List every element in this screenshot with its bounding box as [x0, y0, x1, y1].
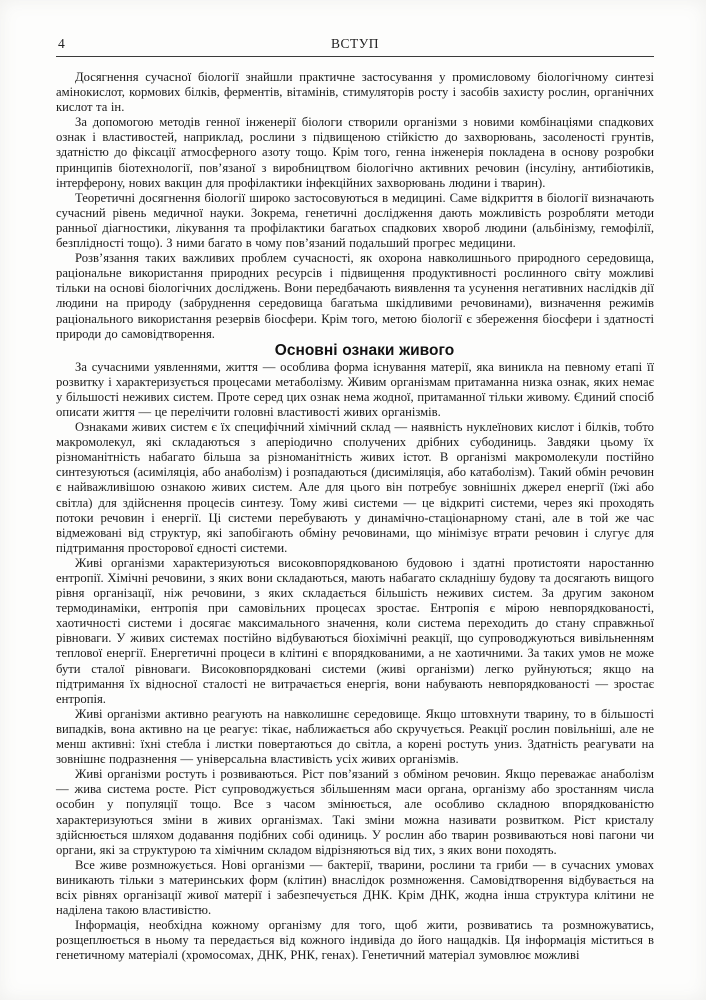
running-head — [56, 36, 654, 57]
paragraph: Все живе розмножується. Нові організми — бактерії, тварини, рослини та гриби — в сучасних умовах виникають тільки з материнських форм (клітин) внаслідок розмноження. Самовідтворення відбувається на всіх рівнях організації живої матерії і забезпечується ДНК. Крім ДНК, жодна інша структура клітини не наділена такою властивістю. — [56, 857, 654, 918]
running-title: ВСТУП — [330, 36, 380, 51]
paragraph: Ознаками живих систем є їх специфічний хімічний склад — наявність нуклеїнових кислот і білків, тобто макромолекул, які складаються з аперіодично сполучених дрібних субодиниць. Завдяки цьому їх різноманітність набагато більша за різноманітність живих істот. В організмі макромолекули постійно синтезуються (асиміляція, або анаболізм) і розпадаються (дисиміляція, або катаболізм). Такий обмін речовин є найважливішою ознакою живих систем. Але для цього він потребує зовнішніх джерел енергії (їжі або світла) для здійснення процесів синтезу. Тому живі системи — це відкриті системи, через які проходять потоки речовин і енергії. Ці системи перебувають у динамічно-стаціонарному стані, але в той же час відмежовані від структур, які запобігають обміну речовинами, що мінімізує втрати речовин і слугує для підтримання просторової єдності системи. — [56, 420, 654, 555]
section-heading: Основні ознаки живого — [274, 341, 455, 359]
paragraph: За допомогою методів генної інженерії біологи створили організми з новими комбінаціями спадкових ознак і властивостей, наприклад, рослини з підвищеною стійкістю до захворювань, засоленості грунтів, здатністю до фіксації атмосферного азоту тощо. Крім того, генна інженерія покладена в основу розробки принципів біотехнології, пов’язаної з виробництвом біологічно активних речовин (інсуліну, антибіотиків, інтерферону, нових вакцин для профілактики інфекційних захворювань людини і тварин). — [56, 115, 654, 190]
paragraph: Живі організми характеризуються високовпорядкованою будовою і здатні протистояти наростанню ентропії. Хімічні речовини, з яких вони складаються, мають набагато складнішу будову та досягають вищого рівня організації, ніж речовини, з яких складається більшість неживих систем. За другим законом термодинаміки, ентропія при самовільних процесах зростає. Ентропія є мірою невпорядкованості, хаотичності системи і досягає максимального значення, коли система переходить до стану справжньої рівноваги. У живих системах постійно відбуваються біохімічні реакції, що супроводжуються вивільненням теплової енергії. Енергетичні процеси в клітині є впорядкованими, а не хаотичними. За таких умов не може бути сталої рівноваги. Високовпорядковані системи (живі організми) легко руйнуються; якщо на підтримання їх відносної сталості не витрачається енергія, вони набувають невпорядкованості — зростає ентропія. — [56, 555, 654, 706]
page-body — [56, 70, 654, 963]
paragraph: Живі організми ростуть і розвиваються. Ріст пов’язаний з обміном речовин. Якщо переважає анаболізм — жива система росте. Ріст супроводжується збільшенням маси органа, організму або зростанням числа особин у популяції тощо. Все з часом змінюється, але особливо складною впорядкованістю характеризуються зміни в живих організмах. Такі зміни можна називати розвитком. Ріст кристалу здійснюється шляхом додавання подібних собі одиниць. У рослин або тварин розвиваються нові пагони чи органи, які за структурою та хімічним складом відрізняються від тих, з яких вони походять. — [56, 767, 654, 857]
paragraph: Живі організми активно реагують на навколишнє середовище. Якщо штовхнути тварину, то в більшості випадків, вона активно на це реагує: тікає, наближається або скручується. Реакції рослин повільніші, але не менш активні: їхні стебла і листки повертаються до світла, а корені ростуть униз. Здатність реагувати на зовнішнє подразнення — універсальна властивість усіх живих організмів. — [56, 706, 654, 767]
paragraph: Досягнення сучасної біології знайшли практичне застосування у промисловому біологічному синтезі амінокислот, кормових білків, ферментів, вітамінів, стимуляторів росту і засобів захисту рослин, органічних кислот та ін. — [56, 70, 654, 115]
paragraph: Інформація, необхідна кожному організму для того, щоб жити, розвиватись та розмножуватись, розщеплюється в ньому та передається від кожного індивіда до його нащадків. Ця інформація міститься в генетичному матеріалі (хромосомах, ДНК, РНК, генах). Генетичний матеріал зумовлює можливі — [56, 918, 654, 963]
paragraph: Теоретичні досягнення біології широко застосовуються в медицині. Саме відкриття в біології визначають сучасний рівень медичної науки. Зокрема, генетичні дослідження дають можливість розробляти методи ранньої діагностики, лікування та профілактики багатьох спадкових хвороб людини (альбінізму, гемофілії, безплідності тощо). З ними багато в чому пов’язаний подальший прогрес медицини. — [56, 190, 654, 251]
paragraph: За сучасними уявленнями, життя — особлива форма існування матерії, яка виникла на певному етапі її розвитку і характеризується процесами метаболізму. Живим організмам притаманна низка ознак, яких немає у більшості неживих систем. Проте серед цих ознак нема жодної, притаманної тільки живому. Єдиний спосіб описати життя — це перелічити головні властивості живих організмів. — [56, 359, 654, 419]
paragraph: Розв’язання таких важливих проблем сучасності, як охорона навколишнього природного середовища, раціональне використання природних ресурсів і підвищення продуктивності рослинного світу можливі тільки на основі біологічних досліджень. Вони передбачають виявлення та усунення негативних наслідків дії людини на природу (забруднення середовища багатьма шкідливими речовинами), визначення режимів раціонального використання резервів біосфери. Крім того, метою біології є збереження біосфери і здатності природи до самовідтворення. — [56, 251, 654, 341]
page-number: 4 — [58, 36, 65, 51]
